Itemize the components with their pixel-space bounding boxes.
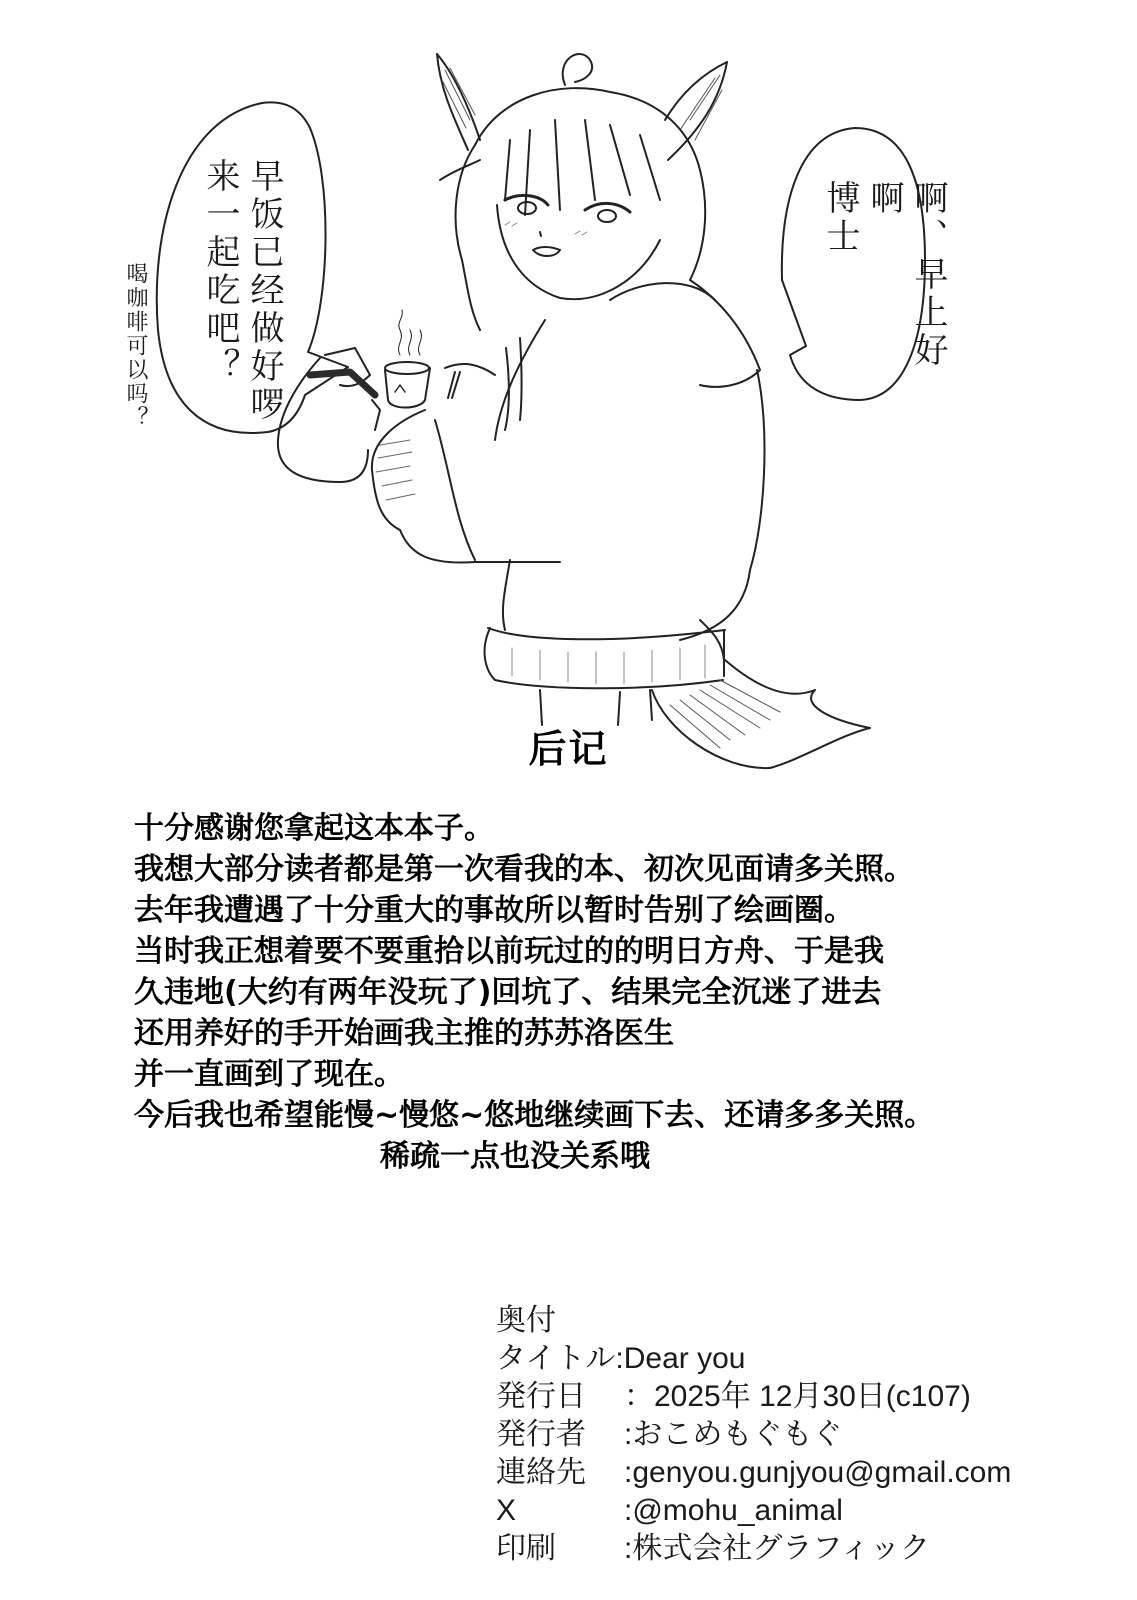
colophon-separator: :	[624, 1532, 633, 1565]
afterword-line: 我想大部分读者都是第一次看我的本、初次见面请多关照。	[134, 852, 914, 887]
afterword-line: 还用养好的手开始画我主推的苏苏洛医生	[134, 1016, 674, 1051]
bubble-left-line-1: 早饭已经做好啰	[244, 158, 284, 424]
afterword-title: 后记	[528, 727, 609, 771]
speech-bubble-right-text	[818, 180, 950, 400]
afterword-line: 十分感谢您拿起这本本子。	[134, 811, 494, 846]
contact-email: genyou.gunjyou@gmail.com	[632, 1456, 1012, 1489]
colophon-separator: :	[624, 1494, 633, 1527]
colophon-value: Dear you	[623, 1342, 746, 1375]
colophon-row-title	[496, 1340, 1011, 1378]
colophon-separator: ：	[624, 1380, 654, 1413]
colophon-key: X	[496, 1494, 517, 1527]
character-illustration	[0, 0, 1137, 780]
colophon-row-printer	[496, 1530, 1011, 1568]
colophon-key: タイトル	[496, 1342, 616, 1375]
colophon-heading: 奥付	[496, 1304, 556, 1337]
bubble-right-line-2: 博士	[820, 180, 860, 256]
colophon	[496, 1302, 1011, 1568]
colophon-value: おこめもぐもぐ	[632, 1418, 843, 1451]
afterword-line: 并一直画到了现在。	[134, 1057, 404, 1092]
colophon-row-date	[496, 1378, 1011, 1416]
bubble-left-line-2: 来一起吃吧？	[200, 158, 240, 386]
colophon-key: 発行者	[496, 1418, 586, 1451]
bubble-right-line-1: 啊、早上好啊	[864, 180, 948, 370]
speech-bubble-left-text	[198, 158, 286, 458]
colophon-separator: :	[624, 1456, 633, 1489]
side-note-text: 喝咖啡可以吗？	[123, 262, 148, 430]
afterword-line: 去年我遭遇了十分重大的事故所以暂时告别了绘画圈。	[134, 893, 854, 928]
afterword-line: 今后我也希望能慢~慢悠~悠地继续画下去、还请多多关照。	[134, 1098, 935, 1133]
afterword-line: 久违地(大约有两年没玩了)回坑了、结果完全沉迷了进去	[134, 975, 882, 1010]
colophon-key: 連絡先	[496, 1456, 586, 1489]
afterword-line: 当时我正想着要不要重拾以前玩过的的明日方舟、于是我	[134, 934, 884, 969]
colophon-value: 2025年 12月30日(c107)	[654, 1380, 971, 1413]
afterword-body	[134, 808, 1014, 1177]
colophon-key: 発行日	[496, 1380, 586, 1413]
afterword-signoff: 稀疏一点也没关系哦	[380, 1139, 650, 1174]
colophon-key: 印刷	[496, 1532, 556, 1565]
colophon-value: 株式会社グラフィック	[632, 1532, 930, 1565]
colophon-row-contact	[496, 1454, 1011, 1492]
colophon-row-publisher	[496, 1416, 1011, 1454]
colophon-separator: :	[624, 1418, 633, 1451]
colophon-row-x	[496, 1492, 1011, 1530]
colophon-separator: :	[615, 1342, 624, 1375]
x-handle: @mohu_animal	[632, 1494, 843, 1527]
